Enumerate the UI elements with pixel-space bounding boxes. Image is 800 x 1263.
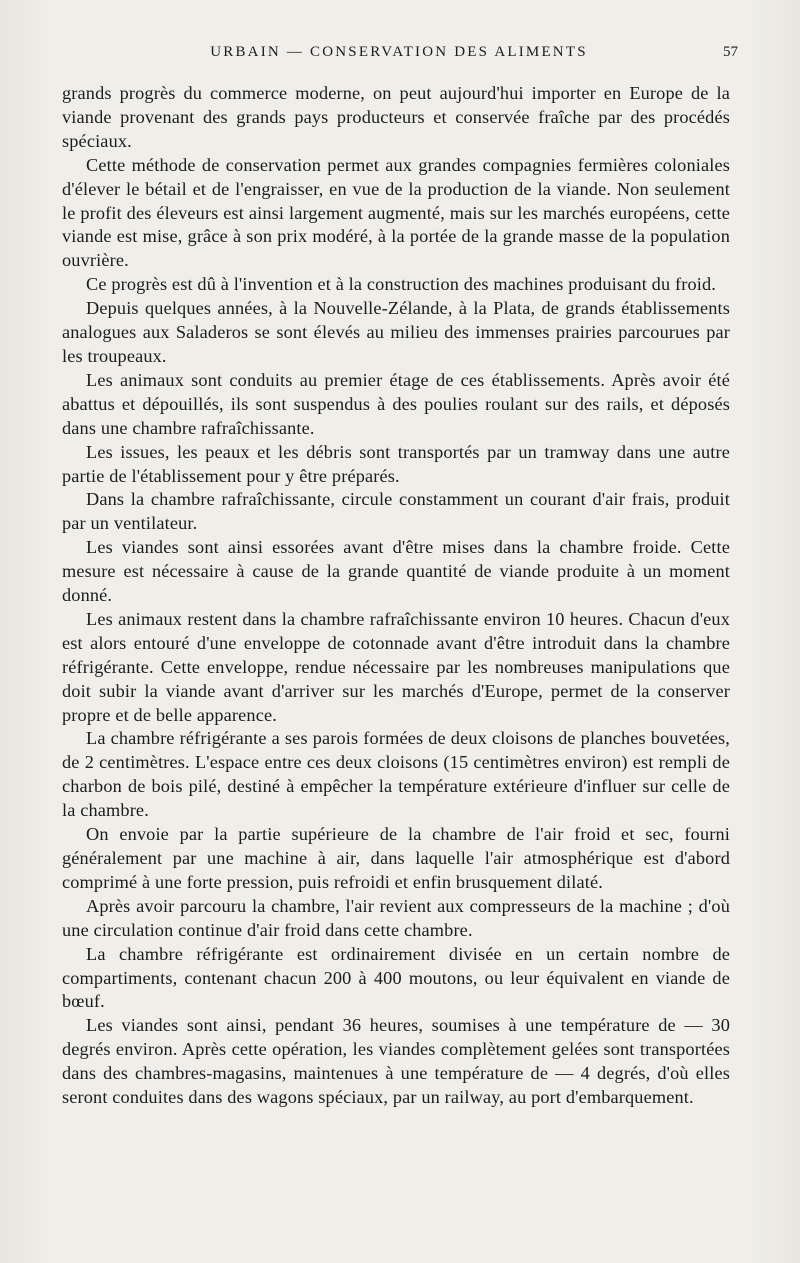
paragraph: Après avoir parcouru la chambre, l'air revient aux compresseurs de la machine ; d'où une circulation continue d'air froid dans cette chambre. — [62, 895, 730, 940]
paragraph: Les animaux sont conduits au premier étage de ces établissements. Après avoir été abattus et dépouillés, ils sont suspendus à des poulies roulant sur des rails, et déposés dans une chambre rafraîchissante. — [62, 369, 730, 438]
paragraph: Cette méthode de conservation permet aux grandes compagnies fermières coloniales d'élever le bétail et de l'engraisser, en vue de la production de la viande. Non seulement le profit des éleveurs est ainsi largement augmenté, mais sur les marchés européens, cette viande est mise, grâce à son prix modéré, à la portée de la grande masse de la population ouvrière. — [62, 154, 730, 271]
paragraph: Les viandes sont ainsi, pendant 36 heures, soumises à une température de — 30 degrés environ. Après cette opération, les viandes complètement gelées sont transportées dans des chambres-magasins, maintenues à une température de — 4 degrés, d'où elles seront conduites dans des wagons spéciaux, par un railway, au port d'embarquement. — [62, 1015, 730, 1108]
paragraph-continued: grands progrès du commerce moderne, on peut aujourd'hui importer en Europe de la viande provenant des grands pays producteurs et conservée fraîche par des procédés spéciaux. — [62, 83, 730, 151]
paragraph: Les issues, les peaux et les débris sont transportés par un tramway dans une autre partie de l'établissement pour y être préparés. — [62, 441, 730, 486]
body-text — [62, 82, 730, 1110]
paragraph: On envoie par la partie supérieure de la chambre de l'air froid et sec, fourni généralement par une machine à air, dans laquelle l'air atmosphérique est d'abord comprimé à une forte pression, puis refroidi et enfin brusquement dilaté. — [62, 824, 730, 892]
paragraph: Depuis quelques années, à la Nouvelle-Zélande, à la Plata, de grands établissements analogues aux Saladeros se sont élevés au milieu des immenses prairies parcourues par les troupeaux. — [62, 298, 730, 366]
paragraph: Les viandes sont ainsi essorées avant d'être mises dans la chambre froide. Cette mesure est nécessaire à cause de la grande quantité de viande produite à un moment donné. — [62, 537, 730, 606]
paragraph: Ce progrès est dû à l'invention et à la construction des machines produisant du froid. — [86, 274, 716, 295]
paragraph: La chambre réfrigérante est ordinairement divisée en un certain nombre de compartiments, contenant chacun 200 à 400 moutons, ou leur équivalent en viande de bœuf. — [62, 943, 730, 1012]
page-number: 57 — [723, 44, 738, 60]
paragraph: Dans la chambre rafraîchissante, circule constamment un courant d'air frais, produit par un ventilateur. — [62, 489, 730, 534]
paragraph: Les animaux restent dans la chambre rafraîchissante environ 10 heures. Chacun d'eux est alors entouré d'une enveloppe de cotonnade avant d'être introduit dans la chambre réfrigérante. Cette enveloppe, rendue nécessaire par les nombreuses manipulations que doit subir la viande avant d'arriver sur les marchés d'Europe, permet de la conserver propre et de belle apparence. — [62, 608, 730, 725]
running-head — [60, 44, 738, 68]
paragraph: La chambre réfrigérante a ses parois formées de deux cloisons de planches bouvetées, de 2 centimètres. L'espace entre ces deux cloisons (15 centimètres environ) est rempli de charbon de bois pilé, destiné à empêcher la température extérieure d'influer sur celle de la chambre. — [62, 728, 730, 821]
running-title: URBAIN — CONSERVATION DES ALIMENTS — [210, 44, 588, 60]
